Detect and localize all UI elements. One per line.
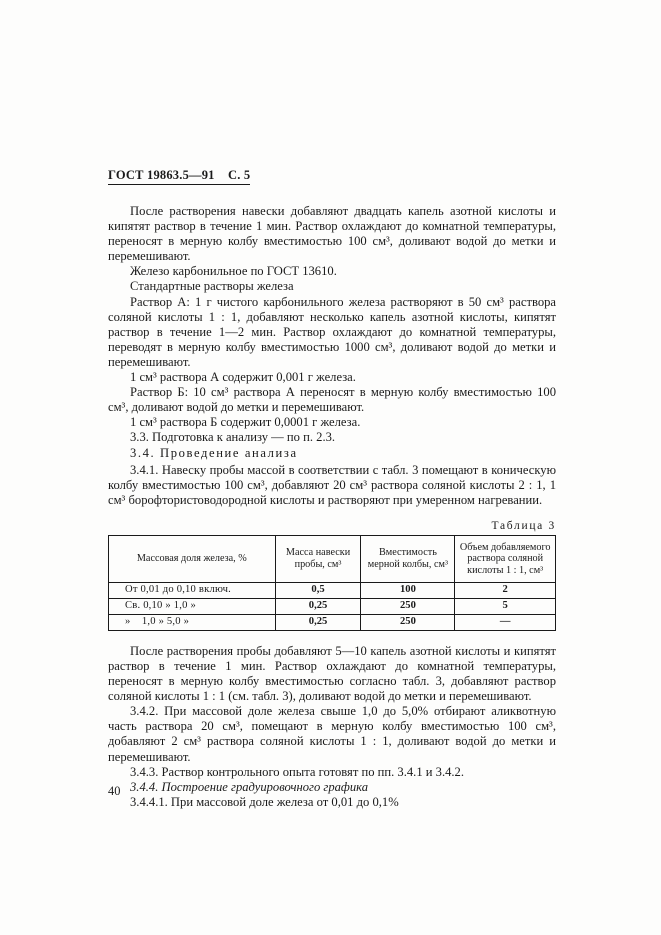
page-number: 40 bbox=[108, 784, 121, 798]
range-prefix: От bbox=[125, 584, 138, 596]
cell-flask-volume: 250 bbox=[361, 598, 455, 614]
cell-sample-mass: 0,25 bbox=[275, 598, 361, 614]
cell-acid-volume: — bbox=[455, 614, 556, 630]
paragraph-prep-3-3: 3.3. Подготовка к анализу — по п. 2.3. bbox=[130, 430, 336, 445]
paragraph-3-4-1: 3.4.1. Навеску пробы массой в соответствии с табл. 3 помещают в коническую колбу вместимостью 100 см³, добавляют 20 см³ раствора соляной кислоты 2 : 1, 1 см³ борофтористоводородной кислоты и растворяют при умеренном нагревании. bbox=[108, 462, 556, 507]
cell-flask-volume: 100 bbox=[361, 582, 455, 598]
paragraph-solution-a: Раствор А: 1 г чистого карбонильного железа растворяют в 50 см³ раствора соляной кислоты 1 : 1, добавляют несколько капель азотной кислоты, кипятят раствор в течение 1—2 мин. Раствор охлаждают до комнатной температуры, переводят в мерную колбу вместимостью 1000 см³, доливают водой до метки и перемешивают. bbox=[108, 294, 556, 369]
cell-iron-fraction bbox=[109, 582, 276, 598]
table-head bbox=[109, 535, 556, 582]
range-mid: » bbox=[165, 600, 171, 612]
cell-acid-volume: 2 bbox=[455, 582, 556, 598]
column-header-sample-mass: Масса навески пробы, см³ bbox=[275, 535, 361, 582]
table-row bbox=[109, 598, 556, 614]
table-caption: Таблица 3 bbox=[491, 519, 556, 532]
paragraph-3-4-4-1: 3.4.4.1. При массовой доле железа от 0,01 до 0,1% bbox=[130, 794, 399, 809]
range-from: 0,10 bbox=[143, 600, 163, 612]
column-header-acid-volume: Объем добавляемого раствора соляной кислоты 1 : 1, см³ bbox=[455, 535, 556, 582]
table-body bbox=[109, 582, 556, 630]
column-header-iron-fraction: Массовая доля железа, % bbox=[109, 535, 276, 582]
paragraph-solution-b: Раствор Б: 10 см³ раствора А переносят в мерную колбу вместимостью 100 см³, доливают водой до метки и перемешивают. bbox=[108, 385, 556, 415]
cell-acid-volume: 5 bbox=[455, 598, 556, 614]
cell-sample-mass: 0,5 bbox=[275, 582, 361, 598]
paragraph-solution-a-content: 1 см³ раствора А содержит 0,001 г железа. bbox=[130, 370, 356, 385]
range-prefix: » bbox=[125, 616, 131, 628]
range-suffix: включ. bbox=[198, 584, 232, 596]
paragraph-dissolution: После растворения навески добавляют двадцать капель азотной кислоты и кипятят раствор в течение 1 мин. Раствор охлаждают до комнатной температуры, переносят в мерную колбу вместимостью 100 см³, доливают водой до метки и перемешивают. bbox=[108, 204, 556, 264]
range-suffix: » bbox=[190, 600, 196, 612]
paragraph-3-4-2: 3.4.2. При массовой доле железа свыше 1,0 до 5,0% отбирают аликвотную часть раствора 20 см³, помещают в мерную колбу вместимостью 100 см³, добавляют 2 см³ раствора соляной кислоты 1 : 1, доливают водой до метки и перемешивают. bbox=[108, 704, 556, 764]
range-to: 5,0 bbox=[166, 616, 181, 628]
section-heading-3-4: 3.4. Проведение анализа bbox=[130, 445, 298, 460]
cell-iron-fraction bbox=[109, 614, 276, 630]
range-mid: до bbox=[162, 584, 174, 596]
paragraph-3-4-3: 3.4.3. Раствор контрольного опыта готовят по пп. 3.4.1 и 3.4.2. bbox=[130, 764, 464, 779]
page-header bbox=[108, 168, 556, 185]
standard-number: ГОСТ 19863.5—91 bbox=[108, 168, 215, 182]
paragraph-group-bottom bbox=[108, 644, 556, 810]
table-row bbox=[109, 614, 556, 630]
range-from: 0,01 bbox=[140, 584, 160, 596]
range-to: 0,10 bbox=[176, 584, 197, 596]
paragraph-carbonyl-iron: Железо карбонильное по ГОСТ 13610. bbox=[130, 264, 337, 279]
table-header-row bbox=[109, 535, 556, 582]
cell-flask-volume: 250 bbox=[361, 614, 455, 630]
range-mid: » bbox=[158, 616, 165, 628]
page-marker: С. 5 bbox=[227, 168, 251, 182]
column-header-flask-volume: Вместимость мерной колбы, см³ bbox=[361, 535, 455, 582]
paragraph-after-dissolution: После растворения пробы добавляют 5—10 капель азотной кислоты и кипятят раствор в течение 1 мин. Раствор охлаждают до комнатной температуры, переносят в мерную колбу вместимостью согласно табл. 3, добавляют раствор соляной кислоты 1 : 1 (см. табл. 3), доливают водой до метки и перемешивают. bbox=[108, 643, 556, 704]
paragraph-group-top bbox=[108, 204, 556, 508]
sample-weights-table bbox=[108, 535, 556, 631]
range-to: 1,0 bbox=[173, 600, 188, 612]
page-content bbox=[108, 168, 556, 810]
range-from: 1,0 bbox=[141, 616, 156, 628]
table-row bbox=[109, 582, 556, 598]
cell-sample-mass: 0,25 bbox=[275, 614, 361, 630]
header-rule bbox=[108, 184, 250, 185]
paragraph-standard-solutions: Стандартные растворы железа bbox=[130, 279, 294, 294]
range-prefix: Св. bbox=[125, 600, 141, 612]
range-suffix: » bbox=[183, 616, 190, 628]
cell-iron-fraction bbox=[109, 598, 276, 614]
paragraph-3-4-4: 3.4.4. Построение градуировочного графика bbox=[130, 779, 369, 794]
paragraph-solution-b-content: 1 см³ раствора Б содержит 0,0001 г железа. bbox=[130, 415, 361, 430]
